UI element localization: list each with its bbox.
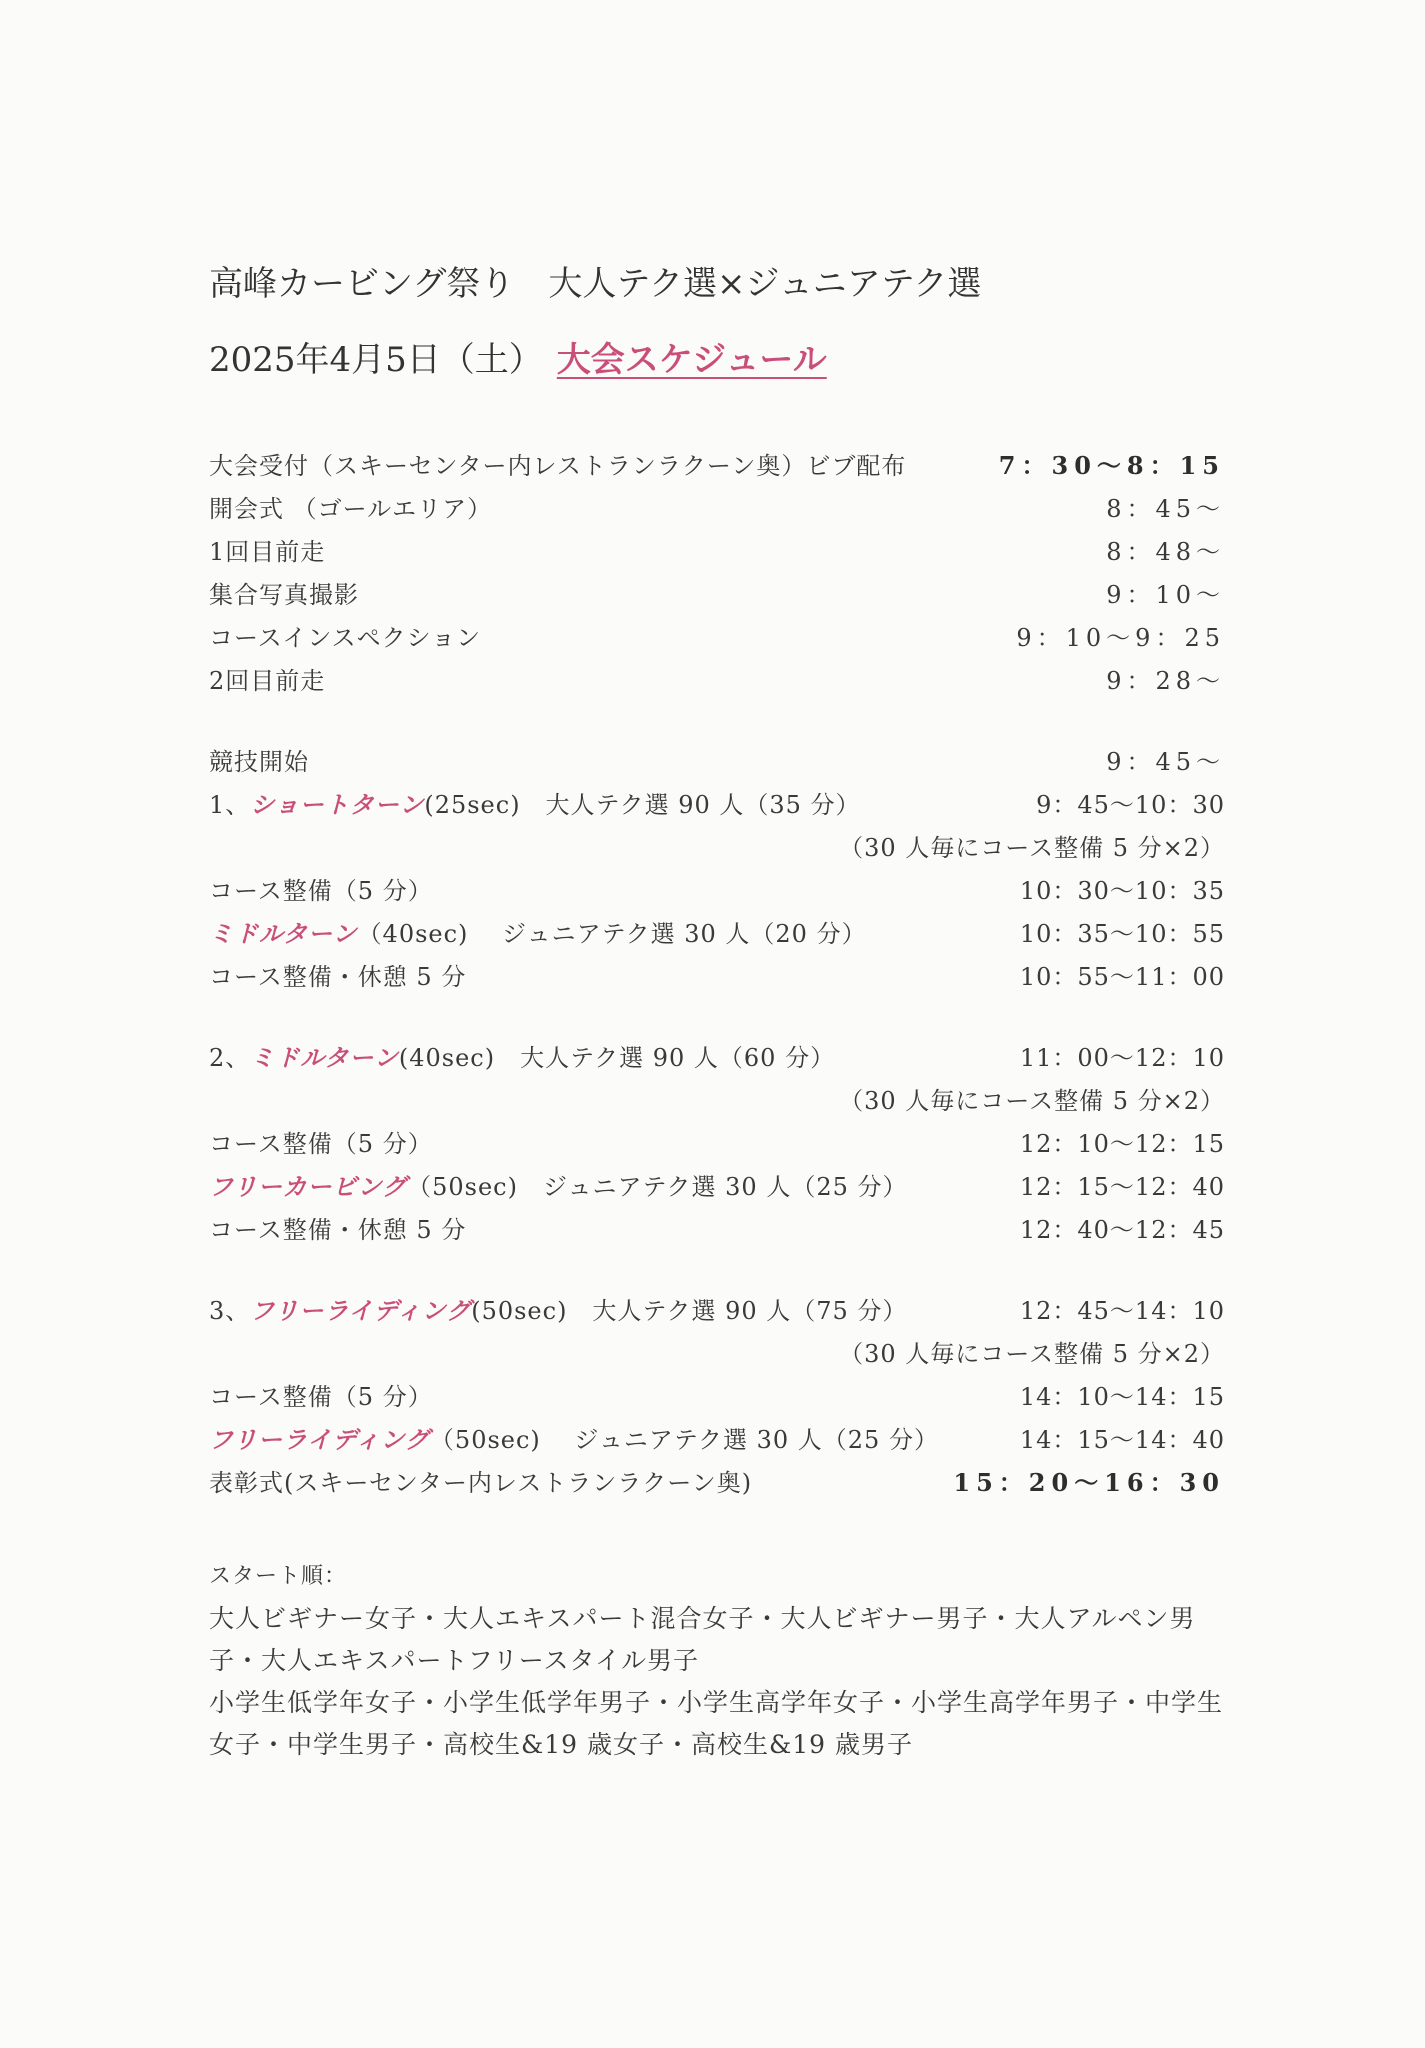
schedule-row-junior-1 <box>209 914 1225 957</box>
row-note: （30 人毎にコース整備 5 分×2） <box>839 1340 1225 1368</box>
schedule-row-photo <box>209 575 1225 618</box>
row-label: コース整備（5 分） <box>209 1130 433 1158</box>
event-date: 2025年4月5日（土） <box>209 340 543 380</box>
row-time: 9：28～ <box>1106 667 1225 695</box>
schedule-row-opening <box>209 489 1225 532</box>
row-label <box>209 1038 835 1073</box>
row-label: コース整備（5 分） <box>209 1383 433 1411</box>
row-label <box>209 785 861 820</box>
row-label <box>209 914 867 949</box>
row-time: 12：45～14：10 <box>1019 1297 1225 1325</box>
row-label: コース整備（5 分） <box>209 877 433 905</box>
schedule-list <box>209 446 1225 1506</box>
row-label: 1回目前走 <box>209 538 326 566</box>
schedule-row-course-2 <box>209 1124 1225 1167</box>
row-time: 8：48～ <box>1106 538 1225 566</box>
row-label <box>209 1291 907 1326</box>
run-number: 1、 <box>209 791 251 819</box>
row-time: 15：20～16：30 <box>953 1468 1225 1497</box>
schedule-note-3 <box>209 1334 1225 1377</box>
event-name: フリーカービング <box>209 1172 408 1201</box>
schedule-row-award <box>209 1463 1225 1506</box>
start-order-heading: スタート順： <box>209 1564 348 1589</box>
row-time: 8：45～ <box>1106 495 1225 523</box>
row-note: （30 人毎にコース整備 5 分×2） <box>839 1087 1225 1115</box>
schedule-row-competition-start <box>209 742 1225 785</box>
row-time: 14：15～14：40 <box>1019 1426 1225 1454</box>
row-label: 表彰式(スキーセンター内レストランラクーン奥) <box>209 1469 753 1497</box>
schedule-row-reception <box>209 446 1225 489</box>
schedule-heading: 大会スケジュール <box>556 340 827 380</box>
row-label: コース整備・休憩 5 分 <box>209 963 467 991</box>
event-name: フリーライディング <box>209 1425 430 1454</box>
event-detail: (40sec) 大人テク選 90 人（60 分） <box>398 1044 836 1072</box>
row-time: 9：45～10：30 <box>1036 791 1225 819</box>
schedule-note-2 <box>209 1081 1225 1124</box>
event-name: フリーライディング <box>250 1296 472 1325</box>
event-detail: (50sec) 大人テク選 90 人（75 分） <box>471 1297 908 1325</box>
schedule-row-forerun-2 <box>209 661 1225 704</box>
run-number: 2、 <box>209 1044 251 1072</box>
row-label: 競技開始 <box>209 748 309 776</box>
event-detail: （50sec) ジュニアテク選 30 人（25 分） <box>429 1426 939 1454</box>
event-name: ミドルターン <box>209 919 358 948</box>
schedule-row-inspection <box>209 618 1225 661</box>
schedule-row-break-2 <box>209 1210 1225 1253</box>
start-order-adult: 大人ビギナー女子・大人エキスパート混合女子・大人ビギナー男子・大人アルペン男子・大人エキスパートフリースタイル男子 <box>209 1604 1196 1675</box>
row-label: 大会受付（スキーセンター内レストランラクーン奥）ビブ配布 <box>209 452 907 480</box>
schedule-row-course-1 <box>209 871 1225 914</box>
schedule-row-course-3 <box>209 1377 1225 1420</box>
row-label: コースインスペクション <box>209 624 482 652</box>
run-number: 3、 <box>209 1297 251 1325</box>
event-detail: (25sec) 大人テク選 90 人（35 分） <box>424 791 861 819</box>
row-time: 10：55～11：00 <box>1019 963 1225 991</box>
row-time: 11：00～12：10 <box>1019 1044 1225 1072</box>
row-label: 開会式 （ゴールエリア） <box>209 495 493 523</box>
row-label <box>209 1167 907 1202</box>
start-order-junior: 小学生低学年女子・小学生低学年男子・小学生高学年女子・小学生高学年男子・中学生女子・中学生男子・高校生&19 歳女子・高校生&19 歳男子 <box>209 1688 1224 1759</box>
schedule-row-junior-2 <box>209 1167 1225 1210</box>
start-order-section <box>209 1556 1225 1766</box>
row-label: 集合写真撮影 <box>209 581 359 609</box>
schedule-row-adult-run-3 <box>209 1291 1225 1334</box>
schedule-row-adult-run-2 <box>209 1038 1225 1081</box>
row-label: コース整備・休憩 5 分 <box>209 1216 467 1244</box>
row-time: 14：10～14：15 <box>1019 1383 1225 1411</box>
schedule-note-1 <box>209 828 1225 871</box>
schedule-row-adult-run-1 <box>209 785 1225 828</box>
event-detail: （50sec) ジュニアテク選 30 人（25 分） <box>407 1173 908 1201</box>
row-label: 2回目前走 <box>209 667 326 695</box>
event-detail: （40sec) ジュニアテク選 30 人（20 分） <box>357 920 867 948</box>
row-time: 9：10～9：25 <box>1016 624 1225 652</box>
page-title: 高峰カービング祭り 大人テク選×ジュニアテク選 <box>209 264 982 304</box>
row-time: 10：30～10：35 <box>1019 877 1225 905</box>
schedule-row-break-1 <box>209 957 1225 1000</box>
event-name: ミドルターン <box>250 1043 399 1072</box>
row-label <box>209 1420 939 1455</box>
row-time: 12：15～12：40 <box>1019 1173 1225 1201</box>
document-content <box>209 258 1225 1766</box>
row-time: 7：30～8：15 <box>998 451 1225 480</box>
row-time: 10：35～10：55 <box>1019 920 1225 948</box>
row-time: 9：45～ <box>1106 748 1225 776</box>
event-name: ショートターン <box>250 790 425 819</box>
date-line <box>209 334 1225 386</box>
row-time: 9：10～ <box>1106 581 1225 609</box>
schedule-row-junior-3 <box>209 1420 1225 1463</box>
row-note: （30 人毎にコース整備 5 分×2） <box>839 834 1225 862</box>
row-time: 12：10～12：15 <box>1019 1130 1225 1158</box>
row-time: 12：40～12：45 <box>1019 1216 1225 1244</box>
schedule-row-forerun-1 <box>209 532 1225 575</box>
